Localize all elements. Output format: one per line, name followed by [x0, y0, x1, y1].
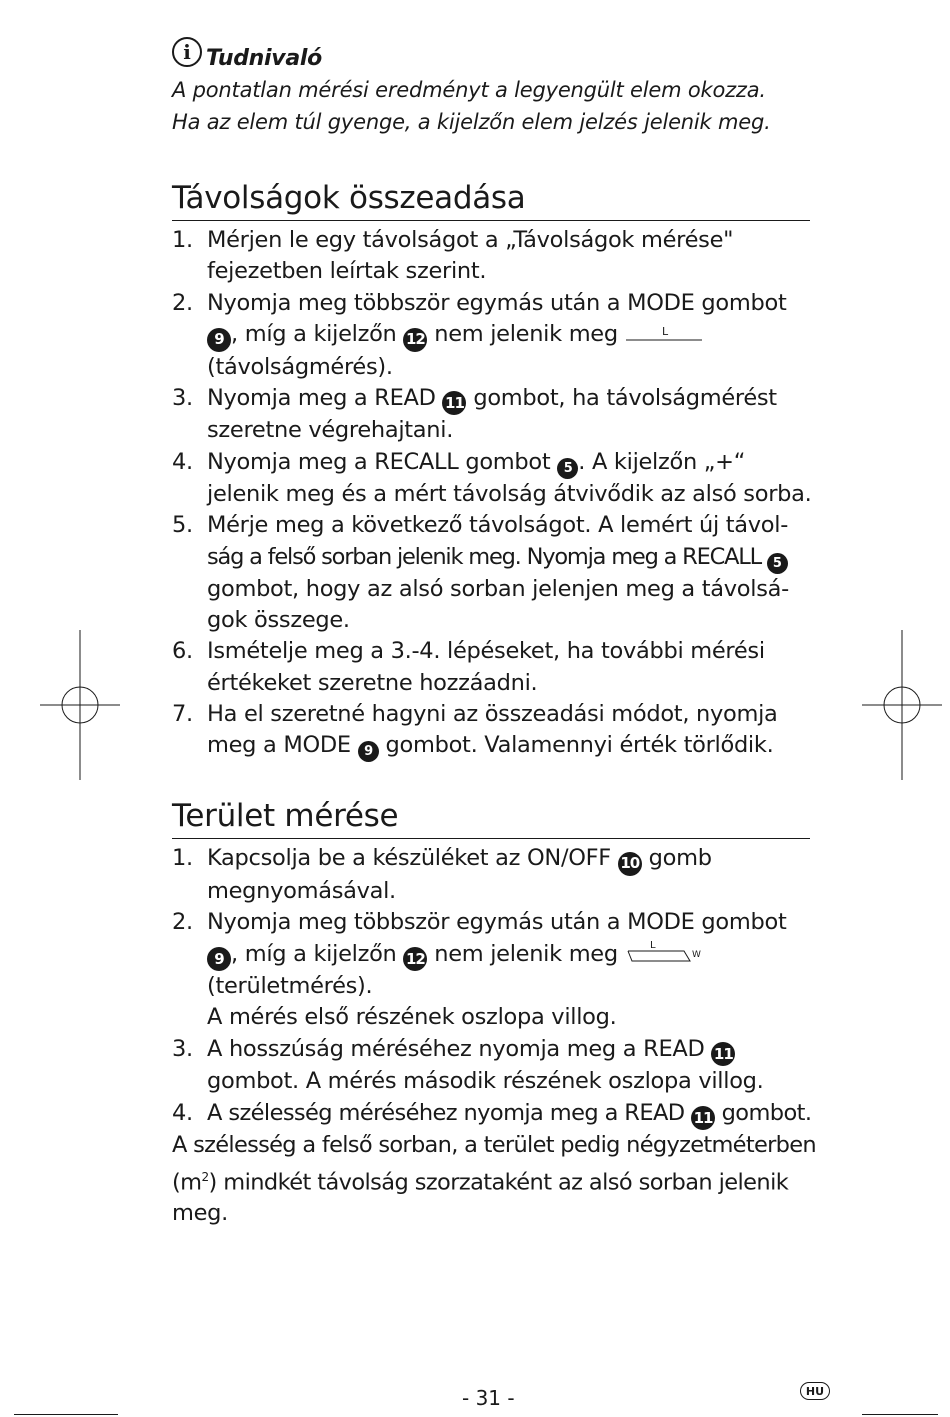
step-number: 5. — [172, 512, 193, 539]
area-result-paragraph — [172, 1130, 816, 1229]
registration-mark-left — [40, 630, 120, 780]
paragraph-line: A szélesség a felső sorban, a terület pedig négyzetméterben — [172, 1132, 816, 1159]
step-item — [172, 1034, 812, 1098]
step-item — [172, 225, 812, 288]
step-line — [207, 843, 812, 876]
step-line — [207, 542, 812, 574]
step-item — [172, 843, 812, 907]
step-fragment: , míg a kijelzőn — [231, 320, 397, 347]
step-item — [172, 636, 812, 699]
step-text — [207, 288, 812, 383]
ref-badge-read: 11 — [691, 1106, 715, 1130]
ref-badge-mode: 9 — [358, 741, 379, 762]
step-text — [207, 636, 812, 699]
step-number: 2. — [172, 909, 193, 936]
paragraph-fragment: ) mindkét távolság szorzataként az alsó sorban jelenik — [208, 1169, 789, 1196]
area-mode-icon-label-l: L — [649, 940, 656, 951]
language-badge: HU — [800, 1382, 830, 1400]
step-text — [207, 699, 812, 762]
superscript: 2 — [201, 1169, 209, 1184]
step-line: (területmérés). — [207, 973, 373, 1000]
step-line: gok összege. — [207, 606, 350, 633]
step-line: értékeket szeretne hozzáadni. — [207, 669, 538, 696]
ref-badge-read: 11 — [711, 1042, 735, 1066]
step-fragment: gombot. Valamennyi érték törlődik. — [385, 732, 774, 759]
step-item — [172, 1098, 812, 1131]
step-line: fejezetben leírtak szerint. — [207, 258, 487, 285]
note-line: A pontatlan mérési eredményt a legyengült elem okozza. — [172, 78, 766, 102]
step-text — [207, 1034, 812, 1098]
step-item — [172, 907, 812, 1034]
info-icon: i — [172, 37, 202, 67]
step-item — [172, 447, 812, 510]
step-number: 3. — [172, 384, 193, 411]
step-line — [207, 383, 812, 416]
step-line: Mérjen le egy távolságot a „Távolságok mérése" — [207, 227, 734, 253]
note-line: Ha az elem túl gyenge, a kijelzőn elem jelzés jelenik meg. — [172, 110, 771, 134]
step-text — [207, 843, 812, 907]
step-number: 2. — [172, 289, 193, 316]
step-line — [207, 319, 812, 352]
area-mode-icon — [624, 941, 704, 963]
ref-badge-display: 12 — [403, 947, 427, 971]
step-line — [207, 1098, 812, 1131]
step-text — [207, 1098, 812, 1131]
ref-badge-read: 11 — [442, 391, 466, 415]
step-item — [172, 383, 812, 447]
step-fragment: . A kijelzőn „+“ — [578, 448, 746, 475]
step-fragment: ság a felső sorban jelenik meg. Nyomja meg a RECALL — [207, 543, 761, 570]
section-title-area: Terület mérése — [172, 796, 810, 839]
step-line — [207, 1034, 812, 1067]
ref-badge-display: 12 — [403, 328, 427, 352]
ref-badge-recall: 5 — [767, 553, 788, 574]
step-line: gombot, hogy az alsó sorban jelenjen meg a távolsá- — [207, 575, 789, 602]
note-box — [172, 30, 812, 138]
step-number: 1. — [172, 845, 193, 872]
step-line: jelenik meg és a mért távolság átvivődik az alsó sorba. — [207, 480, 812, 507]
step-text — [207, 510, 812, 636]
step-line: Mérje meg a következő távolságot. A lemért új távol- — [207, 512, 789, 539]
step-line — [207, 447, 812, 479]
step-fragment: Nyomja meg a RECALL gombot — [207, 448, 551, 475]
area-steps — [172, 843, 812, 1130]
area-mode-icon-label-w: W — [691, 949, 701, 960]
step-fragment: A szélesség méréséhez nyomja meg a READ — [207, 1099, 685, 1126]
distance-sum-steps — [172, 225, 812, 762]
trim-mark-right — [862, 1414, 938, 1415]
ref-badge-mode: 9 — [207, 328, 231, 352]
step-number: 4. — [172, 448, 193, 475]
distance-mode-icon — [624, 325, 704, 343]
step-fragment: , míg a kijelzőn — [231, 940, 397, 967]
step-number: 7. — [172, 700, 193, 727]
paragraph-line — [172, 1162, 812, 1199]
step-line — [207, 939, 812, 972]
note-header — [172, 30, 812, 74]
step-line: megnyomásával. — [207, 877, 396, 904]
step-number: 6. — [172, 638, 193, 665]
step-fragment: nem jelenik meg — [434, 940, 618, 967]
paragraph-line: meg. — [172, 1200, 228, 1227]
step-text — [207, 447, 812, 510]
registration-mark-right — [862, 630, 942, 780]
step-line: gombot. A mérés második részének oszlopa villog. — [207, 1068, 764, 1095]
step-item — [172, 699, 812, 762]
step-line: Nyomja meg többször egymás után a MODE gombot — [207, 909, 787, 936]
step-line: A mérés első részének oszlopa villog. — [207, 1004, 617, 1031]
step-line: (távolságmérés). — [207, 353, 393, 380]
ref-badge-onoff: 10 — [618, 852, 642, 876]
step-item — [172, 510, 812, 636]
step-line: Nyomja meg többször egymás után a MODE gombot — [207, 289, 787, 316]
step-number: 4. — [172, 1099, 193, 1126]
step-fragment: meg a MODE — [207, 732, 351, 759]
step-fragment: gomb — [648, 845, 712, 872]
section-title-distance-sum: Távolságok összeadása — [172, 178, 810, 221]
ref-badge-mode: 9 — [207, 947, 231, 971]
step-line — [207, 730, 812, 762]
ref-badge-recall: 5 — [557, 458, 578, 479]
step-line: Ismételje meg a 3.-4. lépéseket, ha további mérési — [207, 638, 765, 665]
step-fragment: gombot. — [721, 1099, 812, 1126]
step-fragment: A hosszúság méréséhez nyomja meg a READ — [207, 1035, 705, 1062]
step-fragment: nem jelenik meg — [434, 320, 618, 347]
step-line: Ha el szeretné hagyni az összeadási módot, nyomja — [207, 700, 778, 727]
step-text — [207, 907, 812, 1034]
step-number: 3. — [172, 1035, 193, 1062]
note-title: Tudnivaló — [206, 45, 322, 71]
step-fragment: gombot, ha távolságmérést — [473, 384, 777, 411]
distance-mode-icon-label: L — [661, 324, 668, 338]
step-fragment: Kapcsolja be a készüléket az ON/OFF — [207, 845, 611, 872]
paragraph-fragment: (m — [172, 1169, 202, 1196]
step-line: szeretne végrehajtani. — [207, 417, 454, 444]
step-text — [207, 383, 812, 447]
step-fragment: Nyomja meg a READ — [207, 384, 436, 411]
page-content — [172, 30, 816, 1230]
step-text — [207, 225, 812, 288]
page-number: - 31 - — [462, 1386, 515, 1410]
step-item — [172, 288, 812, 383]
step-number: 1. — [172, 227, 193, 253]
trim-mark-left — [14, 1414, 118, 1415]
